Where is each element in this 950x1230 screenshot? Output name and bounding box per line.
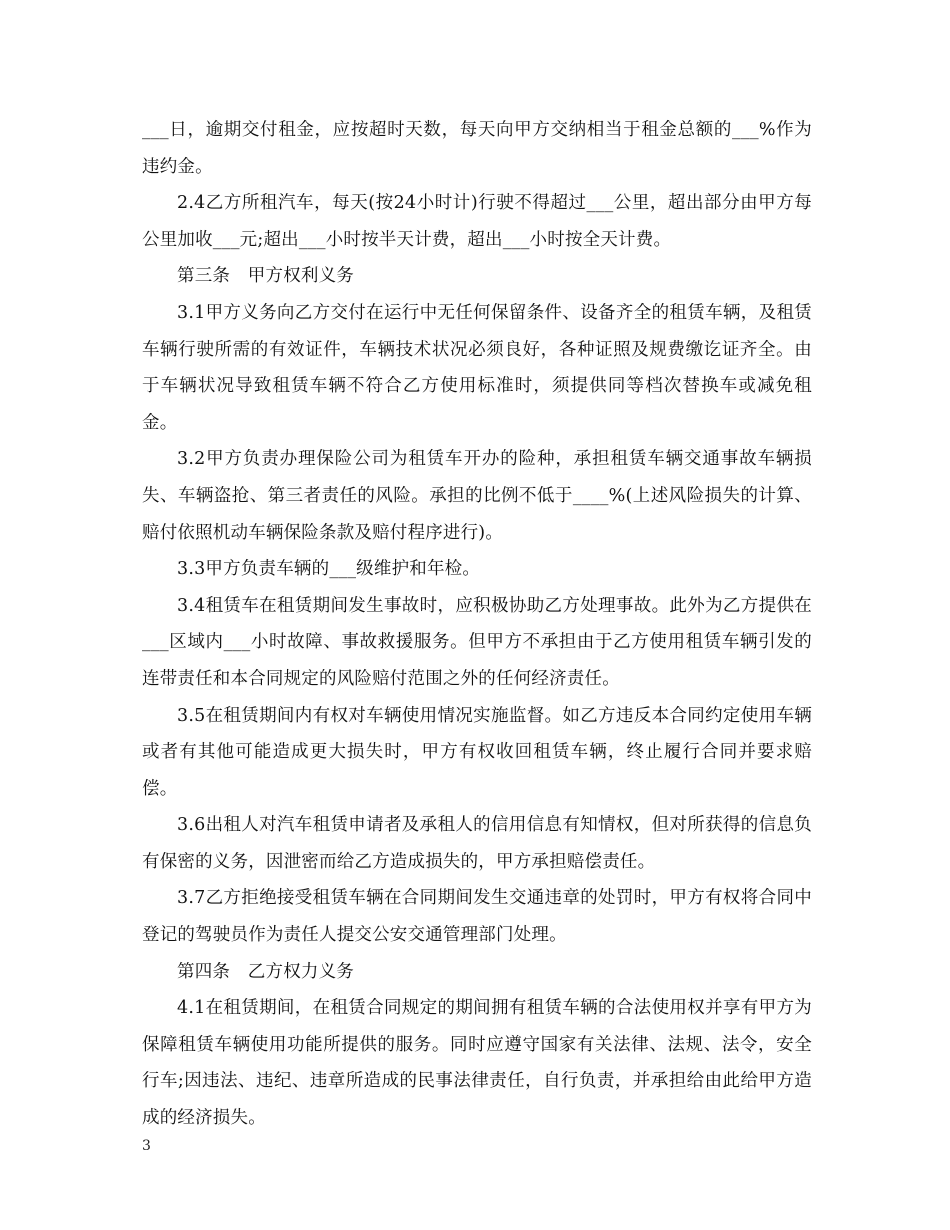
page-number: 3 — [142, 1138, 151, 1154]
paragraph-continuation: ___日，逾期交付租金，应按超时天数，每天向甲方交纳相当于租金总额的___%作为违约金。 — [142, 120, 812, 177]
clause-3-7: 3.7乙方拒绝接受租赁车辆在合同期间发生交通违章的处罚时，甲方有权将合同中登记的驾驶员作为责任人提交公安交通管理部门处理。 — [142, 888, 812, 946]
document-body — [142, 112, 812, 1137]
clause-3-4: 3.4租赁车在租赁期间发生事故时，应积极协助乙方处理事故。此外为乙方提供在___区域内___小时故障、事故救援服务。但甲方不承担由于乙方使用租赁车辆引发的连带责任和本合同规定的风险赔付范围之外的任何经济责任。 — [142, 595, 812, 689]
clause-3-6: 3.6出租人对汽车租赁申请者及承租人的信用信息有知情权，但对所获得的信息负有保密的义务，因泄密而给乙方造成损失的，甲方承担赔偿责任。 — [142, 815, 812, 872]
clause-3-1: 3.1甲方义务向乙方交付在运行中无任何保留条件、设备齐全的租赁车辆，及租赁车辆行驶所需的有效证件，车辆技术状况必须良好，各种证照及规费缴讫证齐全。由于车辆状况导致租赁车辆不符合乙方使用标准时，须提供同等档次替换车或减免租金。 — [142, 302, 812, 433]
clause-3-2: 3.2甲方负责办理保险公司为租赁车开办的险种，承担租赁车辆交通事故车辆损失、车辆盗抢、第三者责任的风险。承担的比例不低于____%(上述风险损失的计算、赔付依照机动车辆保险条款及赔付程序进行)。 — [142, 449, 812, 543]
clause-3-3: 3.3甲方负责车辆的___级维护和年检。 — [177, 559, 481, 580]
article-3-heading: 第三条 甲方权利义务 — [177, 266, 354, 287]
clause-3-5: 3.5在租赁期间内有权对车辆使用情况实施监督。如乙方违反本合同约定使用车辆或者有其他可能造成更大损失时，甲方有权收回租赁车辆，终止履行合同并要求赔偿。 — [142, 705, 812, 799]
article-4-heading: 第四条 乙方权力义务 — [177, 961, 354, 982]
clause-2-4: 2.4乙方所租汽车，每天(按24小时计)行驶不得超过___公里，超出部分由甲方每公里加收___元;超出___小时按半天计费，超出___小时按全天计费。 — [142, 193, 812, 250]
clause-4-1: 4.1在租赁期间，在租赁合同规定的期间拥有租赁车辆的合法使用权并享有甲方为保障租赁车辆使用功能所提供的服务。同时应遵守国家有关法律、法规、法令，安全行车;因违法、违纪、违章所造成的民事法律责任，自行负责，并承担给由此给甲方造成的经济损失。 — [142, 998, 812, 1129]
